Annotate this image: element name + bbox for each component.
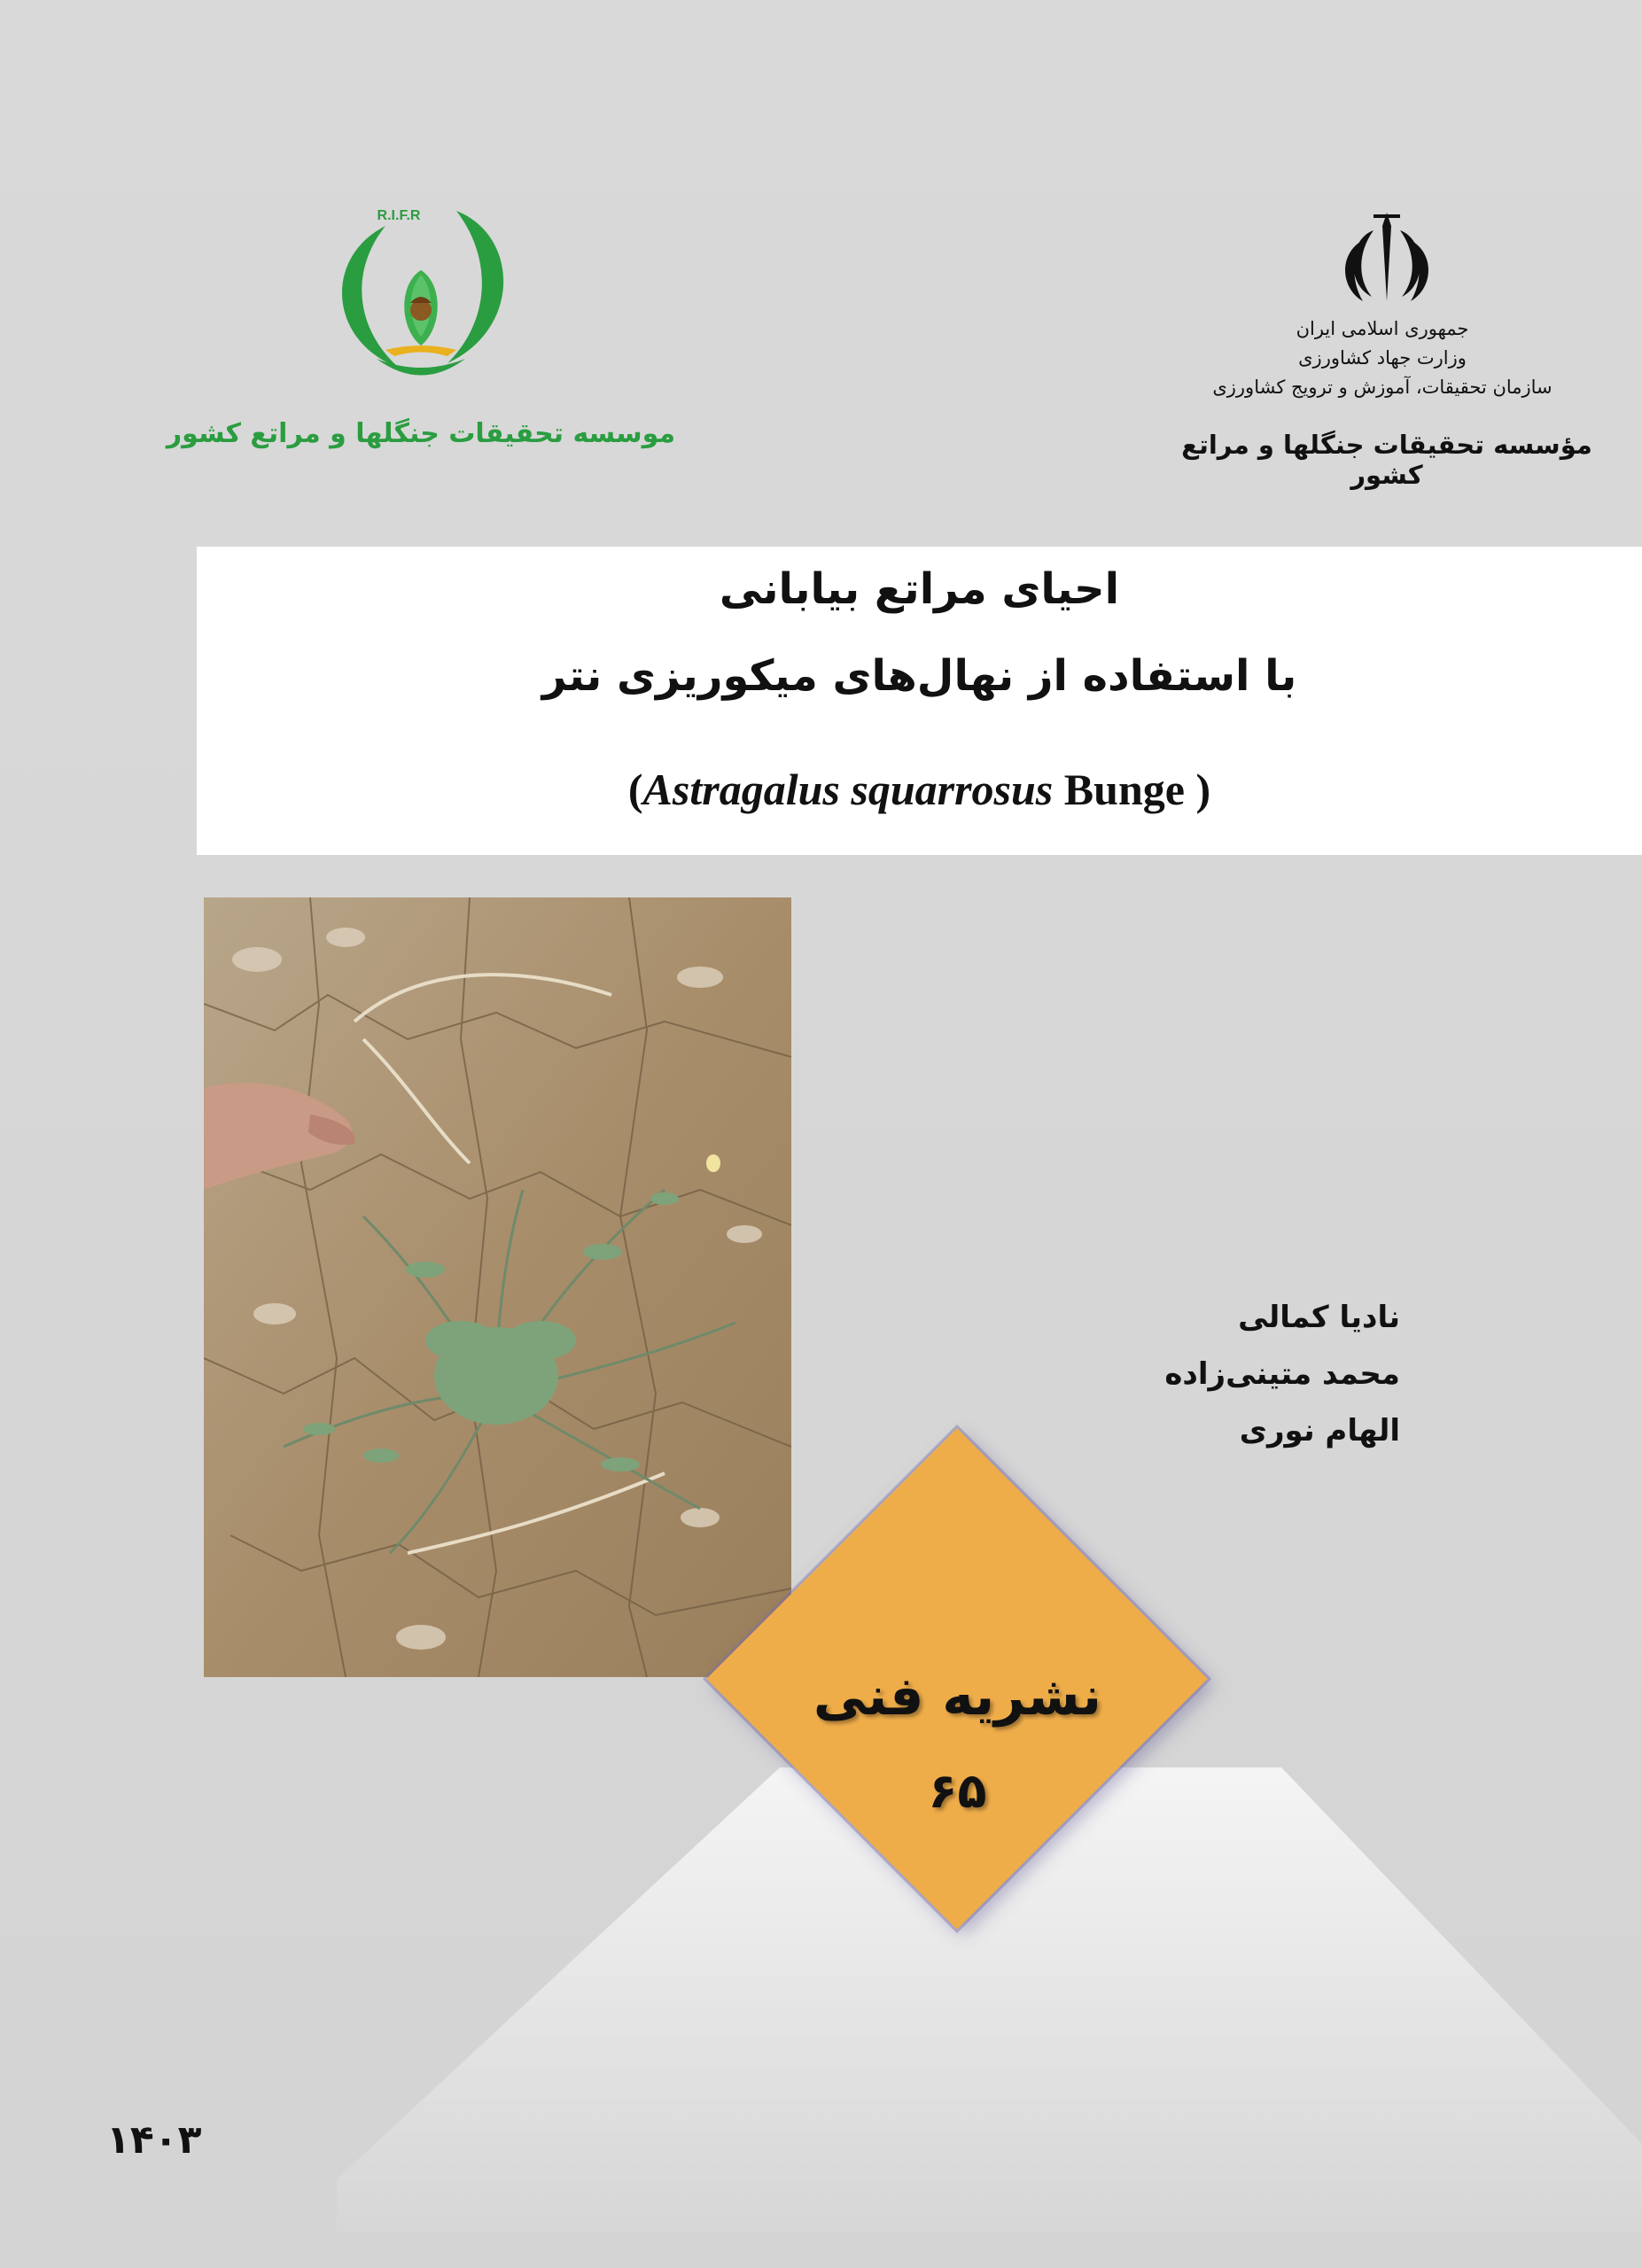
plant-photo [204,897,791,1677]
author-name: نادیا کمالی [1238,1300,1400,1335]
series-number: ۶۵ [928,1763,987,1819]
author-name: محمد متینی‌زاده [1164,1356,1400,1392]
publication-year: ۱۴۰۳ [106,2117,202,2163]
iran-emblem [1329,204,1444,310]
title-line-1: احیای مراتع بیابانی [719,564,1120,614]
rifr-logo [315,186,527,399]
government-lines [1170,315,1595,402]
author-list [975,1289,1400,1459]
sci-binomial: Astragalus squarrosus [642,765,1054,814]
title-band [197,547,1642,855]
sci-open-paren: ( [627,765,643,814]
series-label: نشریه فنی [813,1666,1102,1728]
author-name: الهام نوری [1239,1413,1400,1449]
rifr-logo-text: R.I.F.R [377,208,421,223]
publisher-name: موسسه تحقیقات جنگلها و مراتع کشور [166,418,676,449]
scientific-name [197,764,1642,815]
gov-line: سازمان تحقیقات، آموزش و ترویج کشاورزی [1212,377,1553,398]
title-line-2: با استفاده از نهال‌های میکوریزی نتر [541,651,1297,701]
institute-name: مؤسسه تحقیقات جنگلها و مراتع کشور [1181,430,1592,490]
gov-line: جمهوری اسلامی ایران [1296,318,1469,339]
gov-line: وزارت جهاد کشاورزی [1298,347,1467,369]
sci-authority: Bunge ) [1053,765,1211,814]
